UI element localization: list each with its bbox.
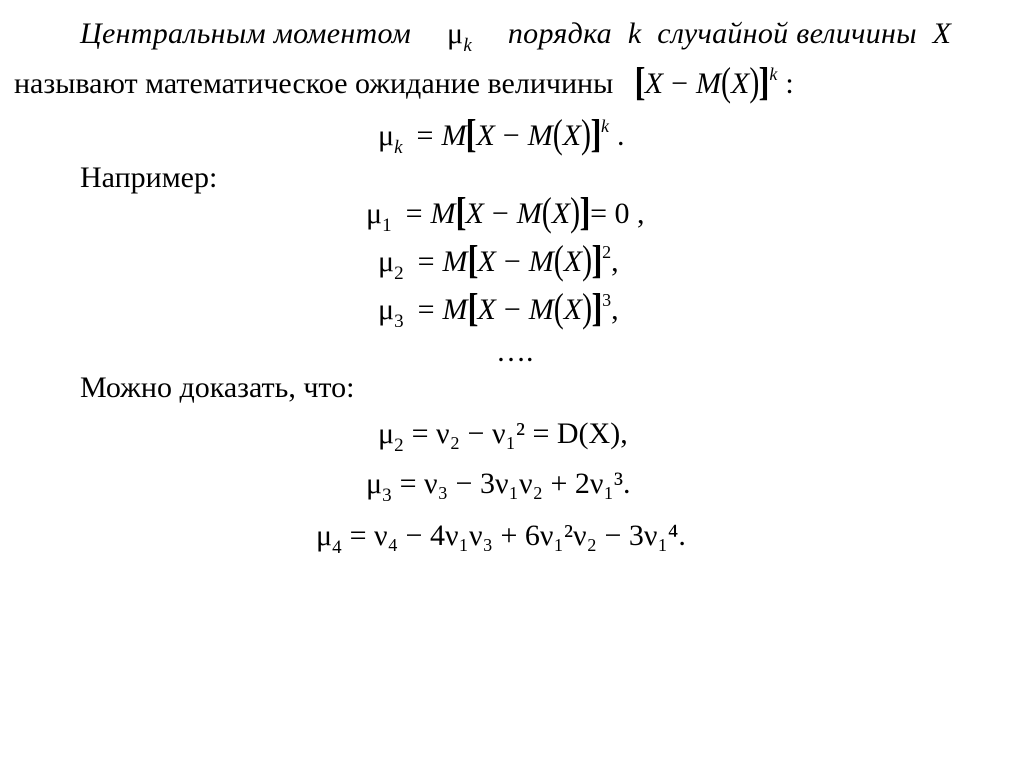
equals-sign: = xyxy=(417,293,435,326)
var-M: M xyxy=(696,67,721,100)
formula-tail: = 0 , xyxy=(590,197,645,230)
power: 2 xyxy=(602,242,612,262)
var-X: X xyxy=(562,119,582,152)
paren-close: ) xyxy=(749,59,760,105)
order-k: k xyxy=(627,17,642,50)
power-k: k xyxy=(601,116,610,136)
mu-index: 3 xyxy=(394,311,404,332)
paren-open: ( xyxy=(541,189,552,235)
colon: : xyxy=(785,67,794,100)
var-M: M xyxy=(516,197,542,230)
paren-close: ) xyxy=(581,111,592,157)
paren-open: ( xyxy=(552,111,563,157)
var-M: M xyxy=(528,293,554,326)
bracket-open: [ xyxy=(465,111,477,157)
mu-index-k: k xyxy=(394,137,403,158)
var-X: X xyxy=(476,119,495,152)
mu-index: 1 xyxy=(382,215,392,236)
equals-sign: = xyxy=(405,197,423,230)
minus-sign: − xyxy=(502,119,520,152)
bracket-close: ] xyxy=(590,111,602,157)
identity-mu4 xyxy=(316,518,686,558)
bracket-close: ] xyxy=(758,59,770,105)
identity-rhs: = ν₃ − 3ν₁ν₂ + 2ν₁³. xyxy=(399,467,631,500)
formula-tail: , xyxy=(611,245,619,278)
identity-mu2 xyxy=(378,416,628,456)
var-X: X xyxy=(465,197,484,230)
definition-line-2 xyxy=(14,59,794,105)
mu-symbol: μ xyxy=(316,519,333,552)
period: . xyxy=(617,119,625,152)
equals-sign: = xyxy=(416,119,434,152)
var-X: X xyxy=(551,197,571,230)
var-X: X xyxy=(477,293,496,326)
paren-open: ( xyxy=(553,237,564,283)
example-formula-2 xyxy=(378,237,619,284)
example-formula-3 xyxy=(378,285,619,332)
var-X: X xyxy=(563,245,583,278)
paren-open: ( xyxy=(553,285,564,331)
proof-label: Можно доказать, что: xyxy=(80,371,355,404)
definition-line-2-text: называют математическое ожидание величины xyxy=(14,67,614,100)
paren-open: ( xyxy=(721,59,731,105)
var-M: M xyxy=(528,245,554,278)
mu-symbol: μ xyxy=(378,417,395,450)
minus-sign: − xyxy=(503,293,521,326)
order-text: порядка xyxy=(507,17,612,50)
mu-index: 2 xyxy=(394,263,404,284)
identity-rhs: = ν₄ − 4ν₁ν₃ + 6ν₁²ν₂ − 3ν₁⁴. xyxy=(349,519,686,552)
identity-rhs: = ν₂ − ν₁² = D(X), xyxy=(411,417,628,450)
example-formula-1 xyxy=(366,189,645,236)
mu-symbol: μ xyxy=(378,119,395,152)
ellipsis: …. xyxy=(496,335,534,368)
mu-symbol: μ xyxy=(366,197,383,230)
definition-line-1 xyxy=(80,16,951,56)
formula-tail: , xyxy=(611,293,619,326)
var-X: X xyxy=(644,67,664,100)
definition-term-intro: Центральным моментом xyxy=(80,17,412,50)
variable-X: X xyxy=(932,17,952,50)
paren-close: ) xyxy=(582,285,593,331)
mu-index: 3 xyxy=(382,485,392,506)
bracket-close: ] xyxy=(591,237,603,283)
power: 3 xyxy=(602,290,612,310)
identity-mu3 xyxy=(366,466,630,506)
bracket-close: ] xyxy=(591,285,603,331)
minus-sign: − xyxy=(671,67,688,100)
bracket-open: [ xyxy=(634,59,646,105)
paren-close: ) xyxy=(582,237,593,283)
var-X: X xyxy=(731,67,750,100)
var-M: M xyxy=(527,119,553,152)
paren-close: ) xyxy=(570,189,581,235)
mu-symbol: μ xyxy=(378,293,395,326)
random-variable-text: случайной величины xyxy=(657,17,917,50)
var-M: M xyxy=(442,293,468,326)
mu-symbol: μ xyxy=(446,17,464,50)
example-label: Например: xyxy=(80,161,218,194)
mu-symbol: μ xyxy=(378,245,395,278)
var-X: X xyxy=(477,245,496,278)
var-M: M xyxy=(442,245,468,278)
bracket-open: [ xyxy=(455,189,467,235)
bracket-open: [ xyxy=(467,285,479,331)
bracket-close: ] xyxy=(579,189,591,235)
equals-sign: = xyxy=(417,245,435,278)
mu-index: 4 xyxy=(332,537,342,558)
mu-symbol: μ xyxy=(366,467,383,500)
var-M: M xyxy=(441,119,467,152)
bracket-open: [ xyxy=(467,237,479,283)
minus-sign: − xyxy=(503,245,521,278)
power-k: k xyxy=(769,64,778,84)
central-moment-formula xyxy=(378,111,625,158)
minus-sign: − xyxy=(491,197,509,230)
mu-index: 2 xyxy=(394,435,404,456)
var-M: M xyxy=(430,197,456,230)
mu-index-k: k xyxy=(463,35,473,56)
var-X: X xyxy=(563,293,583,326)
